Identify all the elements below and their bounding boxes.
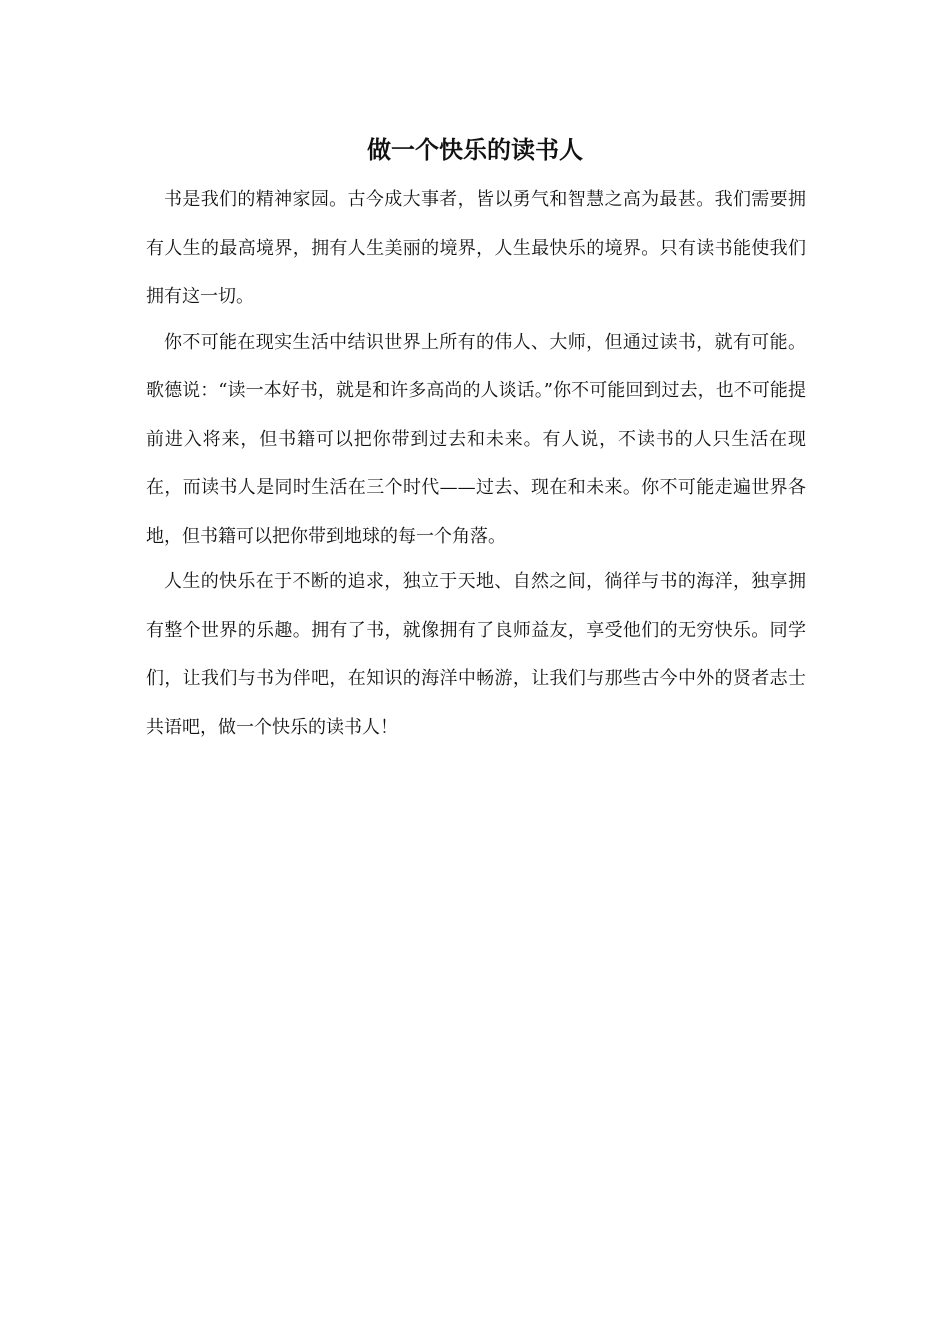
paragraph-3: 人生的快乐在于不断的追求，独立于天地、自然之间，徜徉与书的海洋，独享拥有整个世界的乐趣。拥有了书，就像拥有了良师益友，享受他们的无穷快乐。同学们，让我们与书为伴吧，在知识的海洋中畅游，让我们与那些古今中外的贤者志士共语吧，做一个快乐的读书人！: [146, 571, 806, 738]
document-title: 做一个快乐的读书人: [367, 135, 583, 164]
paragraph-2: 你不可能在现实生活中结识世界上所有的伟人、大师，但通过读书，就有可能。歌德说：“读一本好书，就是和许多高尚的人谈话。”你不可能回到过去，也不可能提前进入将来，但书籍可以把你带到过去和未来。有人说，不读书的人只生活在现在，而读书人是同时生活在三个时代——过去、现在和未来。你不可能走遍世界各地，但书籍可以把你带到地球的每一个角落。: [146, 331, 806, 547]
paragraph-1: 书是我们的精神家园。古今成大事者，皆以勇气和智慧之高为最甚。我们需要拥有人生的最高境界，拥有人生美丽的境界，人生最快乐的境界。只有读书能使我们拥有这一切。: [146, 189, 806, 307]
document-body: [146, 176, 806, 752]
